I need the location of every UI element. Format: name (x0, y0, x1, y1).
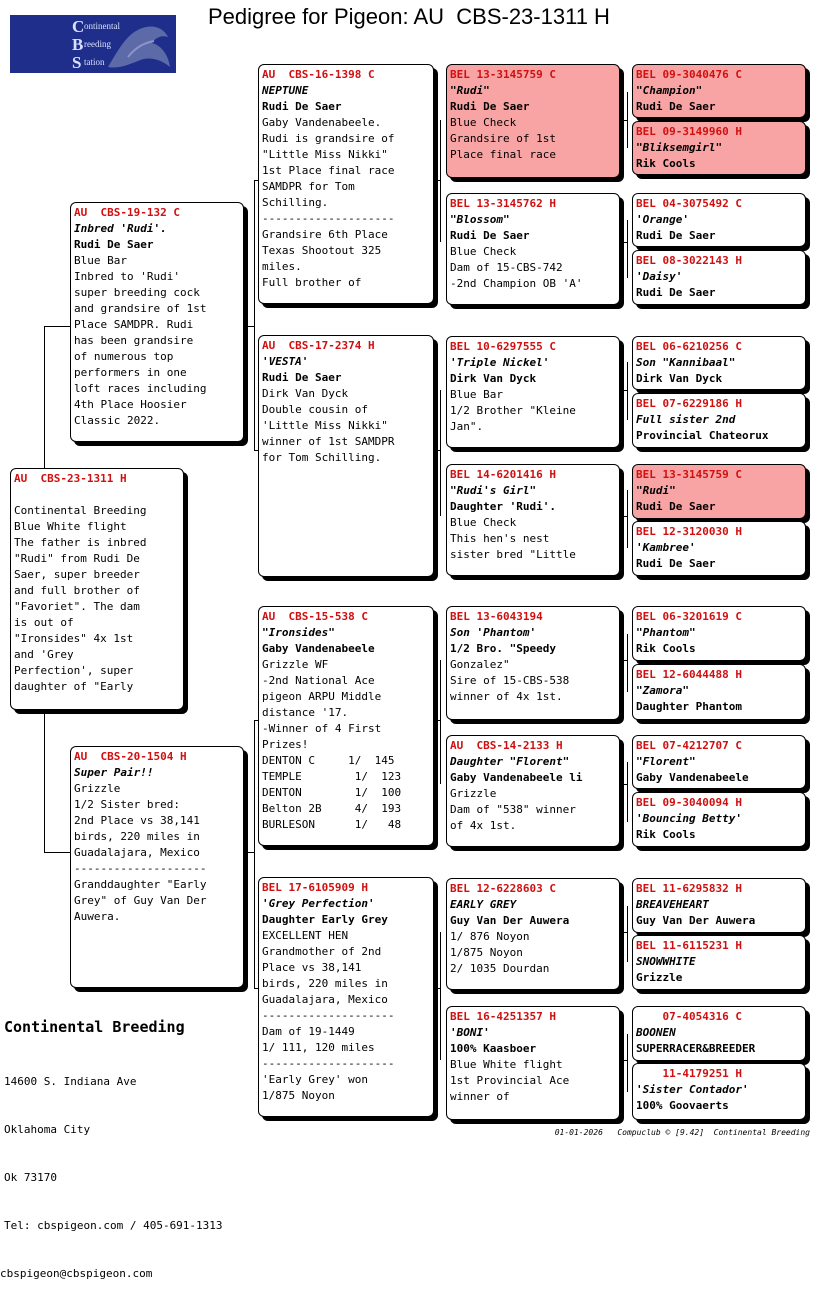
note-line: Place final race (450, 148, 556, 161)
connector-line (44, 852, 70, 853)
note-line: DENTON 1/ 100 (262, 786, 402, 799)
bird-name: 'Daisy' (636, 270, 683, 283)
breeder-name: Rudi De Saer (636, 500, 716, 513)
ring-number: AU CBS-20-1504 H (74, 750, 187, 763)
logo-word-continental: ontinental (84, 21, 120, 31)
ring-number: BEL 08-3022143 H (636, 254, 742, 267)
connector-line (254, 720, 255, 988)
pedigree-card-g2b[interactable] (258, 335, 434, 577)
footer-address-state: Ok 73170 (4, 1171, 57, 1184)
connector-line (627, 362, 628, 420)
breeder-name: SUPERRACER&BREEDER (636, 1042, 756, 1055)
note-line: 1/875 Noyon (450, 946, 523, 959)
bird-name: 'Triple Nickel' (450, 356, 550, 369)
bird-name: SNOWWHITE (636, 955, 696, 968)
bird-name: "Bliksemgirl" (636, 141, 723, 154)
ring-number: AU CBS-14-2133 H (450, 739, 563, 752)
connector-line (620, 660, 628, 661)
bird-name: BREAVEHEART (636, 898, 709, 911)
pedigree-card-g4f[interactable] (632, 393, 806, 448)
connector-line (620, 516, 628, 517)
footer-address-street: 14600 S. Indiana Ave (4, 1075, 137, 1088)
note-line: Gaby Vandenabeele. (262, 116, 382, 129)
pedigree-card-g3h[interactable] (446, 1006, 620, 1120)
note-line: 2/ 1035 Dourdan (450, 962, 550, 975)
pedigree-card-g4d[interactable] (632, 250, 806, 305)
note-line: Inbred to 'Rudi' (74, 270, 180, 283)
pedigree-card-g3e[interactable] (446, 606, 620, 720)
breeder-name: Rudi De Saer (636, 286, 716, 299)
note-line: and grandsire of 1st (74, 302, 207, 315)
note-line: Place vs 38,141 (262, 961, 362, 974)
logo-letter-c: C (72, 17, 85, 36)
footer-address (0, 1042, 223, 1298)
note-line: Blue Check (450, 116, 517, 129)
bird-name: Son 'Phantom' (450, 626, 537, 639)
note-line (14, 487, 180, 503)
note-line: "Favoriet". The dam (14, 600, 140, 613)
bird-name: "Blossom" (450, 213, 510, 226)
bird-name: Inbred 'Rudi'. (74, 222, 167, 235)
bird-name: NEPTUNE (262, 84, 309, 97)
ring-number: BEL 10-6297555 C (450, 340, 556, 353)
connector-line (434, 450, 441, 451)
breeder-name: Rik Cools (636, 642, 696, 655)
note-line: Place SAMDPR. Rudi (74, 318, 194, 331)
breeder-name: Guy Van Der Auwera (450, 914, 570, 927)
breeder-name: Rudi De Saer (74, 238, 154, 251)
bird-notes (262, 115, 430, 291)
connector-line (440, 932, 441, 1060)
pedigree-card-g3f[interactable] (446, 735, 620, 847)
bird-name: 'VESTA' (262, 355, 309, 368)
pedigree-card-g4e[interactable] (632, 336, 806, 390)
pedigree-card-g4m[interactable] (632, 878, 806, 933)
bird-name: Daughter "Florent" (450, 755, 570, 768)
connector-line (44, 326, 70, 327)
connector-line (627, 634, 628, 692)
connector-line (44, 712, 45, 852)
breeder-name: Daughter Phantom (636, 700, 742, 713)
ring-number: BEL 13-3145759 C (450, 68, 556, 81)
note-line: Jan". (450, 420, 484, 433)
ring-number: BEL 13-3145762 H (450, 197, 556, 210)
pedigree-card-g4n[interactable] (632, 935, 806, 990)
footer-address-email: cbspigeon@cbspigeon.com (0, 1267, 153, 1280)
pedigree-card-g4b[interactable] (632, 121, 806, 175)
footer-address-city: Oklahoma City (4, 1123, 91, 1136)
ring-number: 11-4179251 H (636, 1067, 742, 1080)
note-line: -2nd Champion OB 'A' (450, 277, 583, 290)
bird-name: 'Bouncing Betty' (636, 812, 742, 825)
pedigree-card-g4o[interactable] (632, 1006, 806, 1061)
breeder-name: Daughter Early Grey (262, 913, 388, 926)
bird-notes (450, 387, 616, 435)
bird-notes (450, 515, 616, 563)
pedigree-card-g4a[interactable] (632, 64, 806, 118)
note-line: winner of (450, 1090, 510, 1103)
ring-number: AU CBS-19-132 C (74, 206, 180, 219)
note-line: -------------------- (262, 212, 395, 225)
ring-number: AU CBS-17-2374 H (262, 339, 375, 352)
ring-number: BEL 09-3040476 C (636, 68, 742, 81)
pedigree-card-g3b[interactable] (446, 193, 620, 305)
note-line: has been grandsire (74, 334, 194, 347)
connector-line (434, 180, 441, 181)
ring-number: 07-4054316 C (636, 1010, 742, 1023)
ring-number: BEL 06-3201619 C (636, 610, 742, 623)
note-line: Grandsire of 1st (450, 132, 556, 145)
connector-line (620, 120, 628, 121)
bird-notes (450, 244, 616, 292)
note-line: distance '17. (262, 706, 349, 719)
connector-line (620, 390, 628, 391)
bird-name: 'Grey Perfection' (262, 897, 375, 910)
pedigree-card-g4c[interactable] (632, 193, 806, 247)
note-line: "Ironsides" 4x 1st (14, 632, 134, 645)
connector-line (440, 120, 441, 242)
note-line: 4th Place Hoosier (74, 398, 187, 411)
note-line: daughter of "Early (14, 680, 134, 693)
pedigree-card-g1b[interactable] (70, 746, 244, 988)
note-line: 1/2 Brother "Kleine (450, 404, 576, 417)
note-line: "Rudi" from Rudi De (14, 552, 140, 565)
logo-letter-b: B (72, 35, 84, 54)
note-line: Blue White flight (450, 1058, 563, 1071)
note-line: and full brother of (14, 584, 140, 597)
note-line: birds, 220 miles in (74, 830, 200, 843)
note-line: loft races including (74, 382, 207, 395)
breeder-name: Rudi De Saer (636, 557, 716, 570)
note-line: TEMPLE 1/ 123 (262, 770, 402, 783)
pedigree-card-g4h[interactable] (632, 521, 806, 576)
logo (10, 15, 176, 73)
note-line: 2nd Place vs 38,141 (74, 814, 200, 827)
pedigree-card-g4l[interactable] (632, 792, 806, 847)
logo-letter-s: S (72, 53, 82, 72)
connector-line (440, 390, 441, 516)
connector-line (44, 326, 45, 468)
breeder-name: 1/2 Bro. "Speedy (450, 642, 556, 655)
note-line: BURLESON 1/ 48 (262, 818, 402, 831)
note-line: Blue Bar (74, 254, 127, 267)
ring-number: BEL 16-4251357 H (450, 1010, 556, 1023)
breeder-name: Dirk Van Dyck (450, 372, 537, 385)
ring-number: AU CBS-16-1398 C (262, 68, 375, 81)
connector-line (620, 784, 628, 785)
footer-print-info: 01-01-2026 Compuclub © [9.42] Continental Breeding (554, 1128, 810, 1137)
note-line: -------------------- (74, 862, 207, 875)
bird-notes (450, 1057, 616, 1105)
bird-name: "Phantom" (636, 626, 696, 639)
breeder-name: Rik Cools (636, 828, 696, 841)
ring-number: BEL 09-3149960 H (636, 125, 742, 138)
note-line: SAMDPR for Tom (262, 180, 355, 193)
breeder-name: Grizzle (636, 971, 683, 984)
breeder-name: Guy Van Der Auwera (636, 914, 756, 927)
note-line: is out of (14, 616, 74, 629)
ring-number: AU CBS-23-1311 H (14, 472, 127, 485)
breeder-name: Rudi De Saer (262, 100, 342, 113)
note-line: winner of 4x 1st. (450, 690, 563, 703)
note-line: Grandmother of 2nd (262, 945, 382, 958)
breeder-name: Gaby Vandenabeele (262, 642, 375, 655)
note-line: Prizes! (262, 738, 309, 751)
connector-line (434, 720, 441, 721)
bird-notes (450, 929, 616, 977)
note-line: 1st Place final race (262, 164, 395, 177)
bird-name: "Florent" (636, 755, 696, 768)
ring-number: BEL 11-6295832 H (636, 882, 742, 895)
breeder-name: Rik Cools (636, 157, 696, 170)
connector-line (620, 1060, 628, 1061)
connector-line (254, 180, 255, 450)
ring-number: BEL 04-3075492 C (636, 197, 742, 210)
note-line: Auwera. (74, 910, 121, 923)
bird-notes (74, 781, 240, 925)
note-line: -------------------- (262, 1009, 395, 1022)
pedigree-card-g3a[interactable] (446, 64, 620, 178)
note-line: Guadalajara, Mexico (262, 993, 388, 1006)
note-line: pigeon ARPU Middle (262, 690, 382, 703)
note-line: Saer, super breeder (14, 568, 140, 581)
bird-notes (262, 928, 430, 1104)
ring-number: BEL 13-3145759 C (636, 468, 742, 481)
connector-line (627, 762, 628, 822)
connector-line (244, 852, 255, 853)
bird-name: 'Sister Contador' (636, 1083, 749, 1096)
note-line: Rudi is grandsire of (262, 132, 395, 145)
breeder-name: Gaby Vandenabeele (636, 771, 749, 784)
breeder-name: Rudi De Saer (636, 100, 716, 113)
pedigree-card-g3g[interactable] (446, 878, 620, 990)
note-line: Gonzalez" (450, 658, 510, 671)
note-line: super breeding cock (74, 286, 200, 299)
breeder-name: Provincial Chateorux (636, 429, 769, 442)
connector-line (627, 490, 628, 548)
note-line: miles. (262, 260, 302, 273)
note-line: Blue Check (450, 245, 517, 258)
bird-notes (450, 115, 616, 163)
pedigree-card-g1a[interactable] (70, 202, 244, 442)
note-line: EXCELLENT HEN (262, 929, 349, 942)
connector-line (620, 242, 628, 243)
note-line: Schilling. (262, 196, 329, 209)
bird-notes (262, 657, 430, 833)
note-line: birds, 220 miles in (262, 977, 388, 990)
ring-number: BEL 14-6201416 H (450, 468, 556, 481)
note-line: 1/875 Noyon (262, 1089, 335, 1102)
pedigree-card-g4g[interactable] (632, 464, 806, 519)
connector-line (440, 660, 441, 784)
note-line: Blue White flight (14, 520, 127, 533)
breeder-name: Dirk Van Dyck (636, 372, 723, 385)
bird-name: 'BONI' (450, 1026, 490, 1039)
note-line: Grey" of Guy Van Der (74, 894, 207, 907)
ring-number: BEL 07-6229186 H (636, 397, 742, 410)
bird-name: Super Pair!! (74, 766, 154, 779)
bird-name: "Rudi's Girl" (450, 484, 537, 497)
bird-name: BOONEN (636, 1026, 676, 1039)
bird-name: EARLY GREY (450, 898, 517, 911)
note-line: Texas Shootout 325 (262, 244, 382, 257)
note-line: Guadalajara, Mexico (74, 846, 200, 859)
note-line: Grizzle WF (262, 658, 329, 671)
bird-name: "Zamora" (636, 684, 689, 697)
note-line: -2nd National Ace (262, 674, 375, 687)
pedigree-card-g0[interactable] (10, 468, 184, 710)
footer-address-phone: Tel: cbspigeon.com / 405-691-1313 (4, 1219, 223, 1232)
note-line: 'Little Miss Nikki" (262, 419, 388, 432)
bird-name: "Champion" (636, 84, 703, 97)
ring-number: BEL 13-6043194 (450, 610, 543, 623)
bird-name: 'Orange' (636, 213, 689, 226)
bird-notes (14, 487, 180, 695)
connector-line (244, 326, 255, 327)
ring-number: AU CBS-15-538 C (262, 610, 368, 623)
note-line: Dirk Van Dyck (262, 387, 349, 400)
note-line: DENTON C 1/ 145 (262, 754, 395, 767)
note-line: Grizzle (450, 787, 497, 800)
note-line: 1/2 Sister bred: (74, 798, 180, 811)
pedigree-card-g2c[interactable] (258, 606, 434, 846)
ring-number: BEL 17-6105909 H (262, 881, 368, 894)
connector-line (434, 988, 441, 989)
connector-line (627, 220, 628, 278)
note-line: Grandsire 6th Place (262, 228, 388, 241)
note-line: 1st Provincial Ace (450, 1074, 570, 1087)
breeder-name: Gaby Vandenabeele li (450, 771, 583, 784)
logo-word-breeding: reeding (84, 39, 111, 49)
pedigree-card-g4j[interactable] (632, 664, 806, 720)
breeder-name: Rudi De Saer (450, 100, 530, 113)
note-line: Blue Check (450, 516, 517, 529)
pedigree-card-g2d[interactable] (258, 877, 434, 1117)
pedigree-card-g4p[interactable] (632, 1063, 806, 1120)
note-line: sister bred "Little (450, 548, 576, 561)
note-line: Classic 2022. (74, 414, 161, 427)
ring-number: BEL 12-6044488 H (636, 668, 742, 681)
ring-number: BEL 07-4212707 C (636, 739, 742, 752)
note-line: Perfection', super (14, 664, 134, 677)
pedigree-card-g2a[interactable] (258, 64, 434, 304)
note-line: Belton 2B 4/ 193 (262, 802, 402, 815)
bird-name: "Ironsides" (262, 626, 335, 639)
note-line: 1/ 876 Noyon (450, 930, 530, 943)
bird-notes (262, 386, 430, 466)
note-line: Full brother of (262, 276, 362, 289)
logo-word-station: tation (84, 57, 105, 67)
ring-number: BEL 12-6228603 C (450, 882, 556, 895)
note-line: Granddaughter "Early (74, 878, 207, 891)
note-line: Sire of 15-CBS-538 (450, 674, 570, 687)
bird-notes (450, 786, 616, 834)
note-line: Dam of 15-CBS-742 (450, 261, 563, 274)
note-line: -------------------- (262, 1057, 395, 1070)
breeder-name: 100% Goovaerts (636, 1099, 729, 1112)
note-line: The father is inbred (14, 536, 147, 549)
ring-number: BEL 11-6115231 H (636, 939, 742, 952)
breeder-name: 100% Kaasboer (450, 1042, 537, 1055)
note-line: winner of 1st SAMDPR (262, 435, 395, 448)
note-line: -Winner of 4 First (262, 722, 382, 735)
note-line: for Tom Schilling. (262, 451, 382, 464)
note-line: Blue Bar (450, 388, 503, 401)
bird-name: "Rudi" (450, 84, 490, 97)
ring-number: BEL 12-3120030 H (636, 525, 742, 538)
note-line: "Little Miss Nikki" (262, 148, 388, 161)
bird-name: Full sister 2nd (636, 413, 736, 426)
breeder-name: Rudi De Saer (262, 371, 342, 384)
note-line: 'Early Grey' won (262, 1073, 368, 1086)
note-line: performers in one (74, 366, 187, 379)
connector-line (627, 1034, 628, 1092)
note-line: This hen's nest (450, 532, 550, 545)
note-line: 1/ 111, 120 miles (262, 1041, 375, 1054)
footer-loft-name: Continental Breeding (4, 1018, 185, 1036)
bird-notes (450, 657, 616, 705)
breeder-name: Rudi De Saer (450, 229, 530, 242)
ring-number: BEL 09-3040094 H (636, 796, 742, 809)
note-line: Dam of "538" winner (450, 803, 576, 816)
bird-name: Son "Kannibaal" (636, 356, 736, 369)
page-title: Pedigree for Pigeon: AU CBS-23-1311 H (208, 4, 610, 29)
pedigree-card-g4i[interactable] (632, 606, 806, 661)
bird-notes (74, 253, 240, 429)
breeder-name: Daughter 'Rudi'. (450, 500, 556, 513)
connector-line (620, 932, 628, 933)
ring-number: BEL 06-6210256 C (636, 340, 742, 353)
bird-name: "Rudi" (636, 484, 676, 497)
note-line: Double cousin of (262, 403, 368, 416)
note-line: of numerous top (74, 350, 174, 363)
pedigree-card-g3c[interactable] (446, 336, 620, 448)
note-line: Continental Breeding (14, 504, 147, 517)
bird-name: 'Kambree' (636, 541, 696, 554)
note-line: and 'Grey (14, 648, 74, 661)
connector-line (627, 906, 628, 962)
note-line: Grizzle (74, 782, 121, 795)
pedigree-card-g4k[interactable] (632, 735, 806, 789)
note-line: Dam of 19-1449 (262, 1025, 355, 1038)
note-line: of 4x 1st. (450, 819, 517, 832)
pedigree-card-g3d[interactable] (446, 464, 620, 576)
breeder-name: Rudi De Saer (636, 229, 716, 242)
